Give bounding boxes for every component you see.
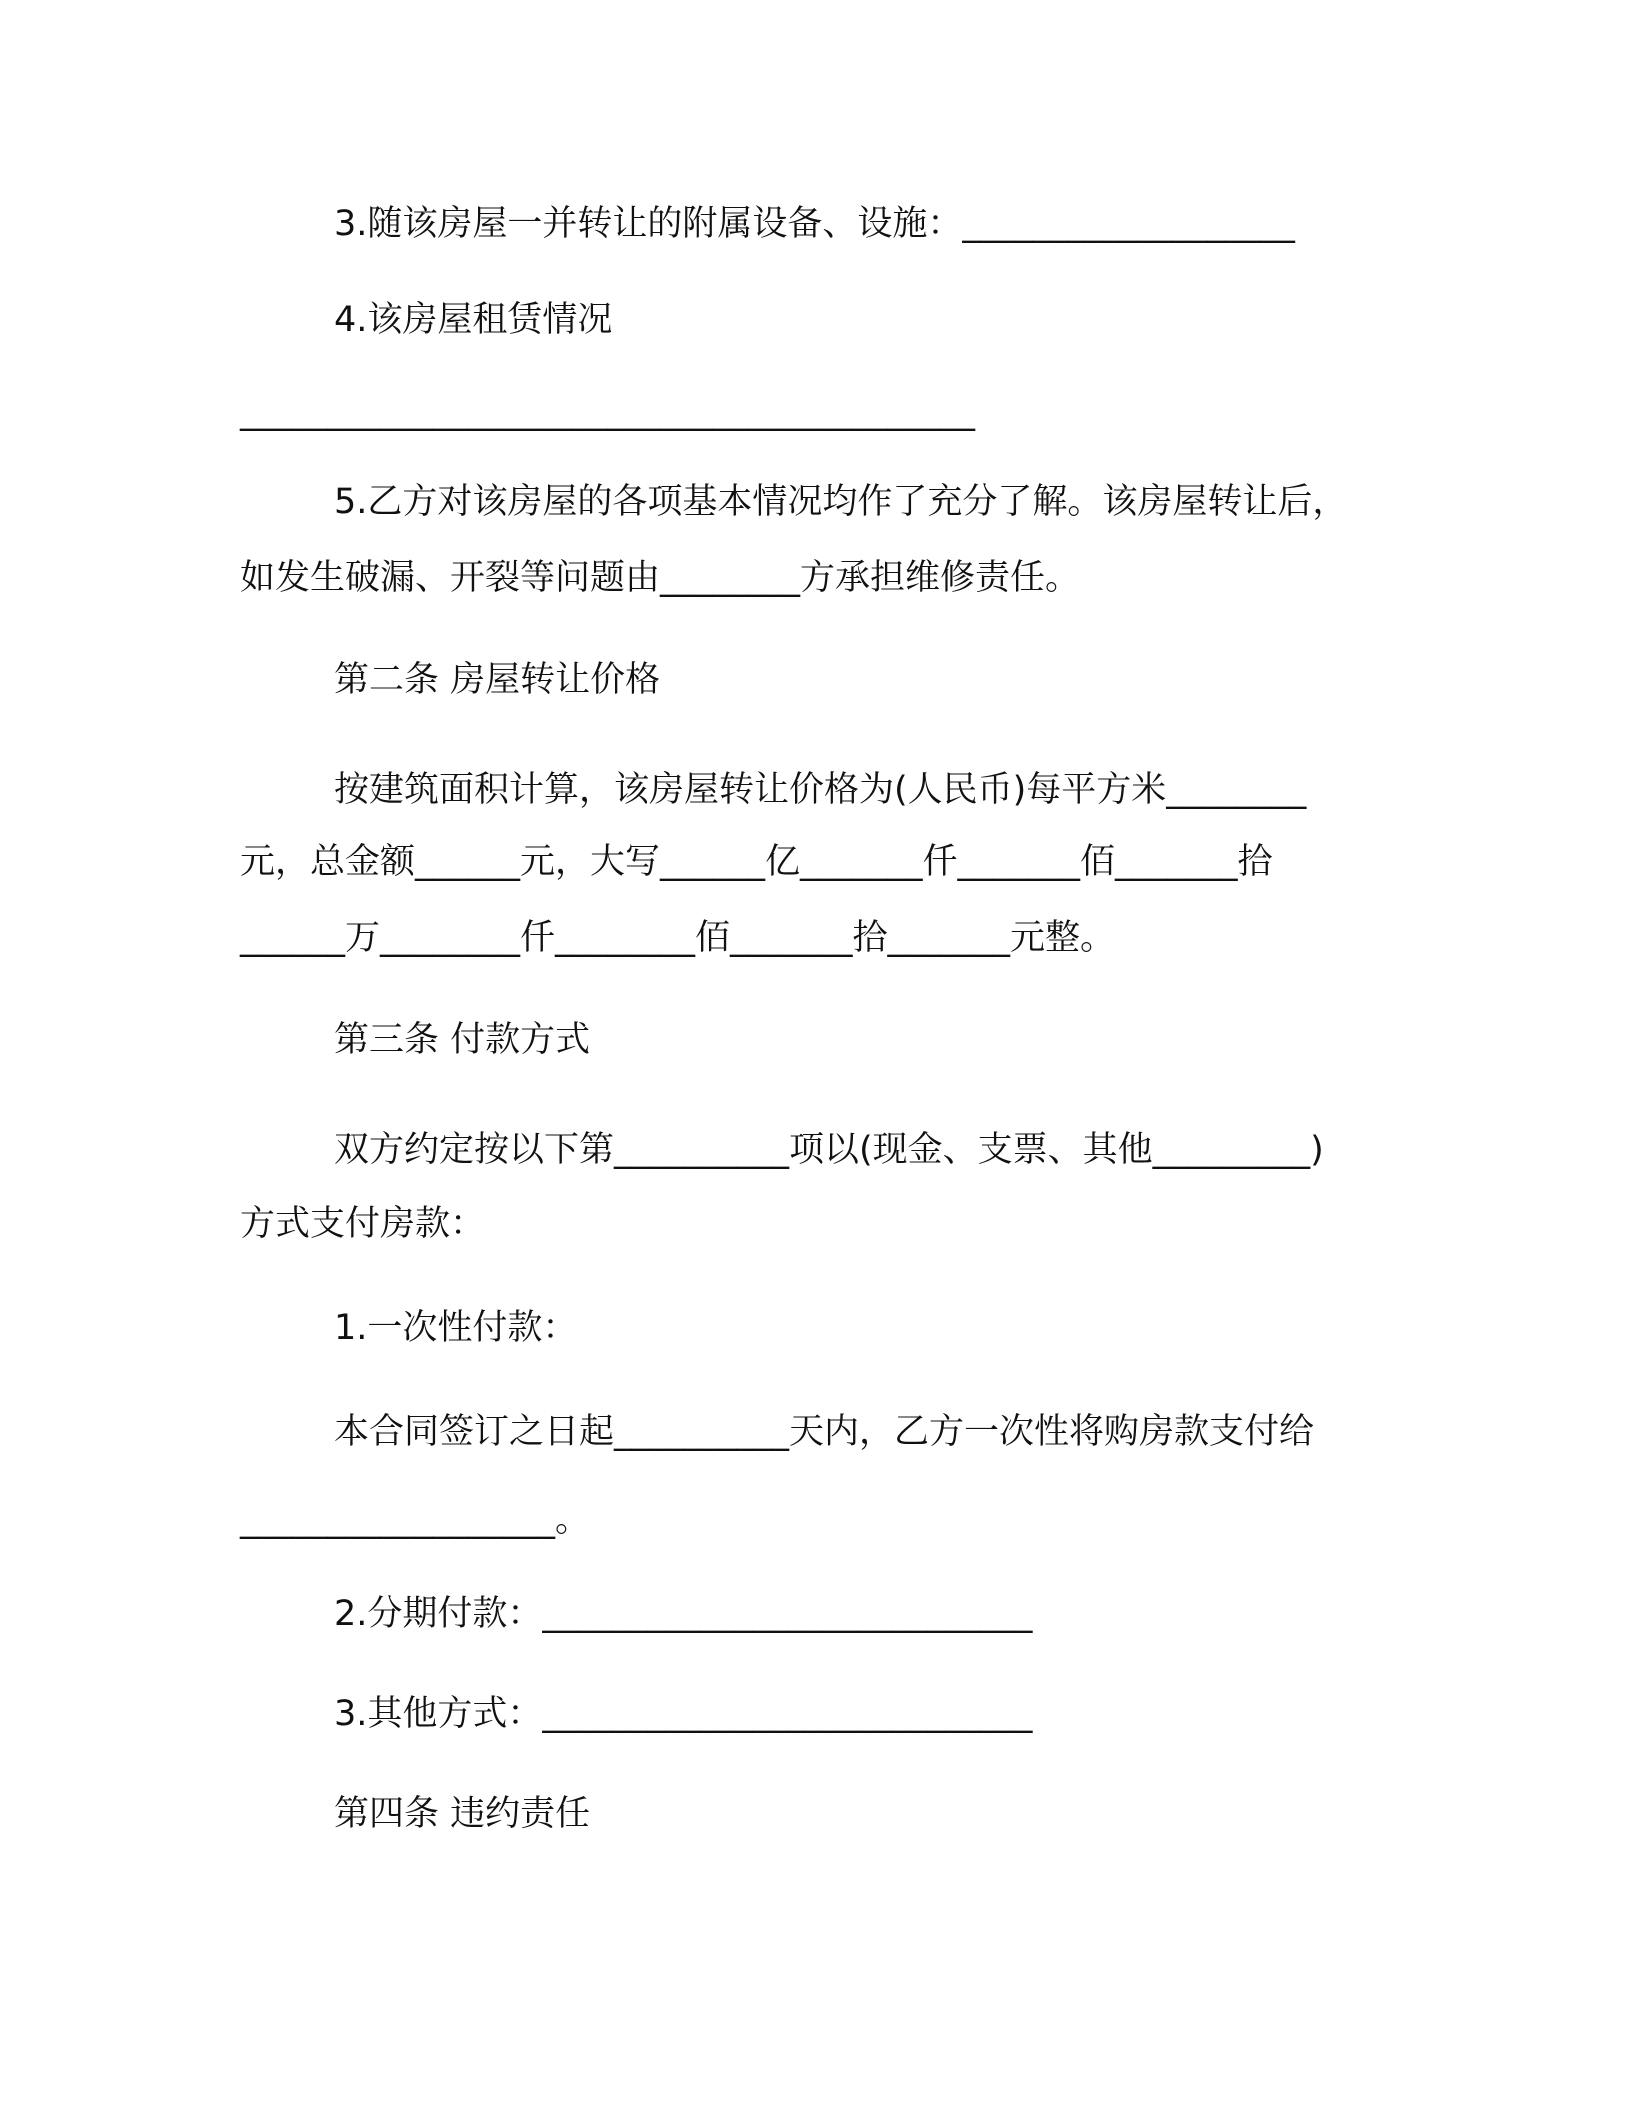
clause-3-method: 双方约定按以下第__________项以(现金、支票、其他_________) [334,1130,1324,1170]
clause-3-item-1-detail-cont: __________________。 [240,1500,591,1540]
clause-3-item-3: 3.其他方式：____________________________ [334,1694,1033,1734]
clause-4-heading: 第四条 违约责任 [334,1794,591,1834]
clause-1-item-4: 4.该房屋租赁情况 [334,300,613,340]
clause-1-item-5: 5.乙方对该房屋的各项基本情况均作了充分了解。该房屋转让后， [334,482,1348,522]
clause-2-price-cont-2: ______万________仟________佰_______拾_______元整。 [240,918,1116,958]
clause-2-price: 按建筑面积计算，该房屋转让价格为(人民币)每平方米________ [334,770,1307,810]
clause-1-item-5-cont: 如发生破漏、开裂等问题由________方承担维修责任。 [240,558,1081,598]
clause-1-item-4-blank: __________________________________________ [240,392,975,432]
clause-3-heading: 第三条 付款方式 [334,1020,591,1060]
clause-3-method-cont: 方式支付房款： [240,1204,486,1244]
clause-2-price-cont-1: 元，总金额______元，大写______亿_______仟_______佰_______拾 [240,842,1273,882]
clause-3-item-1-detail: 本合同签订之日起__________天内，乙方一次性将购房款支付给 [334,1412,1315,1452]
clause-1-item-3: 3.随该房屋一并转让的附属设备、设施：___________________ [334,204,1295,244]
clause-3-item-1: 1.一次性付款： [334,1308,578,1348]
clause-2-heading: 第二条 房屋转让价格 [334,660,661,700]
clause-3-item-2: 2.分期付款：____________________________ [334,1594,1033,1634]
